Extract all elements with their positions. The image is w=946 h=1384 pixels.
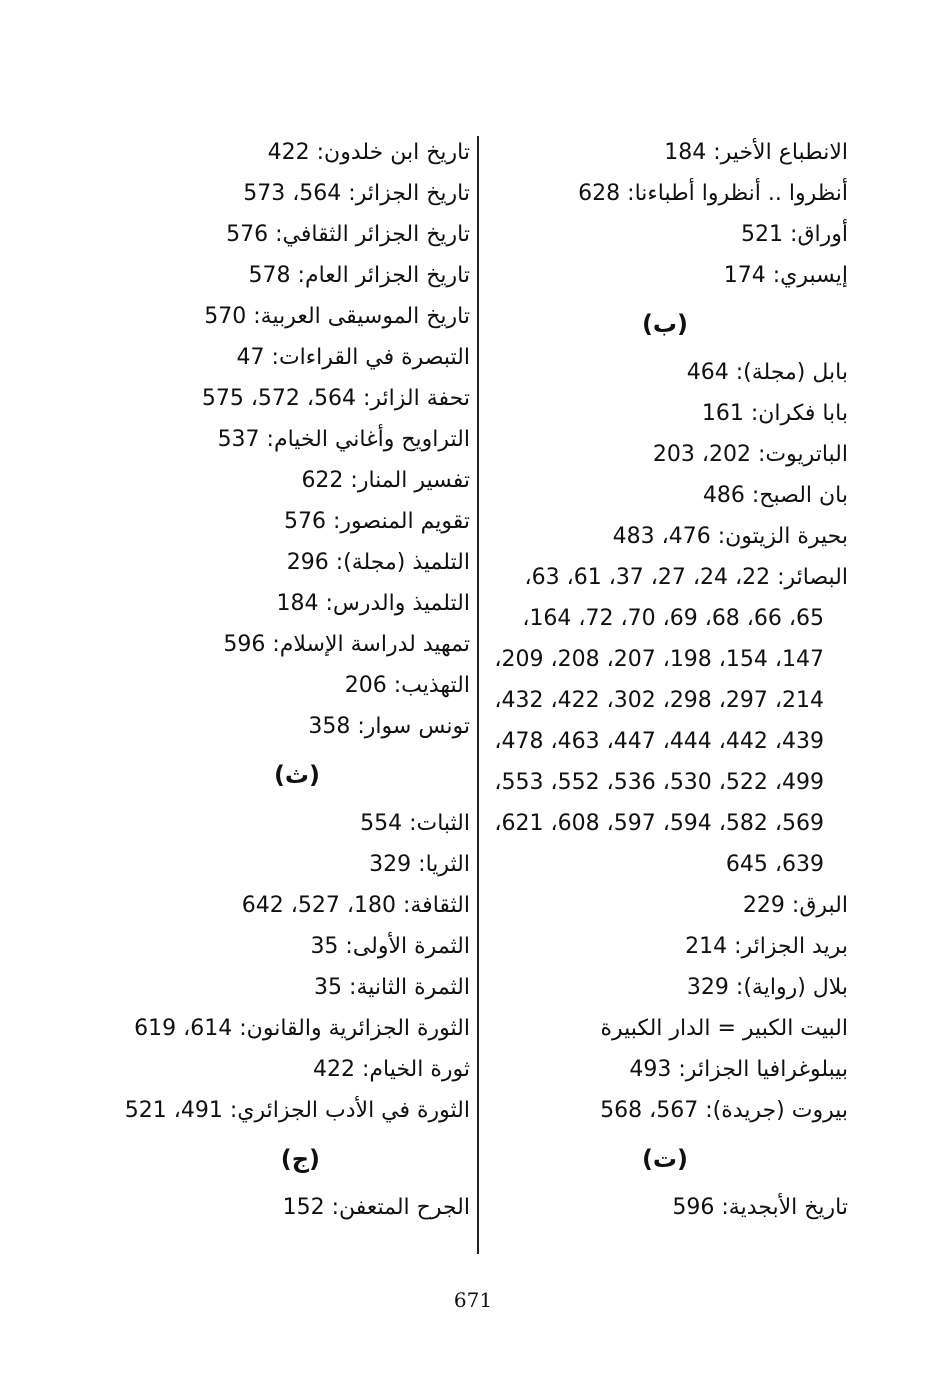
index-entry: بيروت (جريدة): 567، 568 xyxy=(600,1098,848,1123)
index-entry: تاريخ الأبجدية: 596 xyxy=(672,1195,848,1220)
section-letter-heading: (ث) xyxy=(273,761,320,789)
index-entry-continuation: 639، 645 xyxy=(725,852,824,877)
index-entry: الثريا: 329 xyxy=(369,852,470,877)
index-entry: تاريخ الموسيقى العربية: 570 xyxy=(204,304,470,329)
index-entry: البصائر: 22، 24، 27، 37، 61، 63، xyxy=(524,565,848,590)
index-entry: الثمرة الثانية: 35 xyxy=(314,975,470,1000)
page-number: 671 xyxy=(453,1288,493,1312)
index-entry: الباتريوت: 202، 203 xyxy=(652,442,848,467)
section-letter-heading: (ب) xyxy=(641,310,688,338)
index-entry: بريد الجزائر: 214 xyxy=(685,934,848,959)
index-entry: بيبلوغرافيا الجزائر: 493 xyxy=(629,1057,848,1082)
index-entry: تاريخ الجزائر: 564، 573 xyxy=(243,181,470,206)
index-entry: البرق: 229 xyxy=(742,893,848,918)
index-column-right xyxy=(488,132,848,1228)
index-entry: الجرح المتعفن: 152 xyxy=(282,1195,470,1220)
index-entry: الثورة في الأدب الجزائري: 491، 521 xyxy=(124,1098,470,1123)
index-entry: أوراق: 521 xyxy=(741,222,848,247)
index-entry-continuation: 65، 66، 68، 69، 70، 72، 164، xyxy=(522,606,824,631)
index-entry-continuation: 147، 154، 198، 207، 208، 209، xyxy=(494,647,824,672)
index-entry-continuation: 439، 442، 444، 447، 463، 478، xyxy=(494,729,824,754)
index-entry: تاريخ الجزائر العام: 578 xyxy=(248,263,470,288)
index-entry: التلميذ والدرس: 184 xyxy=(276,591,470,616)
index-entry: تحفة الزائر: 564، 572، 575 xyxy=(201,386,470,411)
index-entry: الثبات: 554 xyxy=(360,811,470,836)
index-column-left xyxy=(108,132,470,1228)
index-entry: تقويم المنصور: 576 xyxy=(283,509,470,534)
index-entry: الانطباع الأخير: 184 xyxy=(664,140,848,165)
column-divider xyxy=(477,136,479,1254)
index-entry: التهذيب: 206 xyxy=(344,673,470,698)
index-entry: تمهيد لدراسة الإسلام: 596 xyxy=(223,632,470,657)
section-letter-heading: (ج) xyxy=(280,1145,320,1173)
index-entry: التلميذ (مجلة): 296 xyxy=(286,550,470,575)
index-entry: بحيرة الزيتون: 476، 483 xyxy=(612,524,848,549)
index-entry: تفسير المنار: 622 xyxy=(301,468,470,493)
index-entry: الثمرة الأولى: 35 xyxy=(310,934,470,959)
index-entry: ثورة الخيام: 422 xyxy=(312,1057,470,1082)
index-entry: بلال (رواية): 329 xyxy=(686,975,848,1000)
index-entry-continuation: 214، 297، 298، 302، 422، 432، xyxy=(494,688,824,713)
index-entry: التبصرة في القراءات: 47 xyxy=(236,345,470,370)
index-entry-continuation: 499، 522، 530، 536، 552، 553، xyxy=(494,770,824,795)
index-entry: بان الصبح: 486 xyxy=(702,483,848,508)
index-entry: الثقافة: 180، 527، 642 xyxy=(241,893,470,918)
index-entry-continuation: 569، 582، 594، 597، 608، 621، xyxy=(494,811,824,836)
index-entry: تونس سوار: 358 xyxy=(308,714,470,739)
index-entry: أنظروا .. أنظروا أطباءنا: 628 xyxy=(578,181,848,206)
index-entry: تاريخ ابن خلدون: 422 xyxy=(267,140,470,165)
index-entry: بابا فكران: 161 xyxy=(701,401,848,426)
index-entry: البيت الكبير = الدار الكبيرة xyxy=(600,1016,848,1041)
section-letter-heading: (ت) xyxy=(641,1145,688,1173)
index-entry: الثورة الجزائرية والقانون: 614، 619 xyxy=(134,1016,470,1041)
index-entry: تاريخ الجزائر الثقافي: 576 xyxy=(226,222,470,247)
index-entry: إيسبري: 174 xyxy=(723,263,848,288)
index-entry: بابل (مجلة): 464 xyxy=(686,360,848,385)
index-entry: التراويح وأغاني الخيام: 537 xyxy=(217,427,470,452)
